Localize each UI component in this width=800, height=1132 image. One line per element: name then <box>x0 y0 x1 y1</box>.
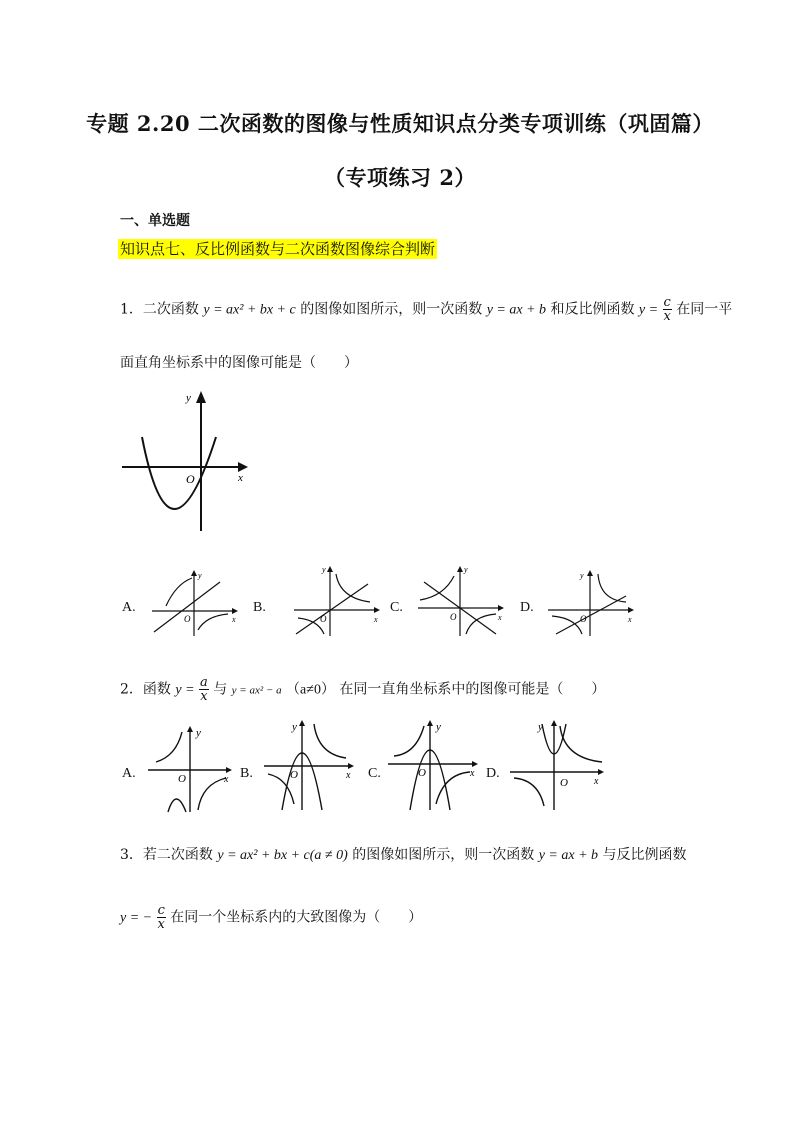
q2-text-c: 在同一直角坐标系中的图像可能是（ ） <box>339 681 606 698</box>
page-title: 专题 2.20 二次函数的图像与性质知识点分类专项训练（巩固篇） <box>86 111 714 136</box>
q1-text-b: 的图像如图所示，则一次函数 <box>300 301 483 318</box>
q1-fraction <box>663 296 672 323</box>
q1-option-c-label[interactable]: C. <box>390 600 403 615</box>
svg-text:O: O <box>290 769 298 781</box>
q1-frac-lhs: y = <box>638 302 659 318</box>
knowledge-point-label: 知识点七、反比例函数与二次函数图像综合判断 <box>120 240 436 258</box>
svg-text:x: x <box>628 615 632 624</box>
svg-text:O: O <box>178 773 186 785</box>
q1-formula-quadratic: y = ax² + bx + c <box>203 302 296 318</box>
q2-frac-den: x <box>200 689 208 704</box>
svg-text:y: y <box>464 565 468 574</box>
q2-option-c-label[interactable]: C. <box>368 766 381 781</box>
q1-option-a-graph[interactable] <box>150 566 242 638</box>
q1-option-b-label[interactable]: B. <box>253 600 266 615</box>
svg-text:O: O <box>184 614 191 624</box>
svg-text:x: x <box>224 774 229 785</box>
q1-text-a: 二次函数 <box>142 301 199 318</box>
svg-text:O: O <box>418 767 426 779</box>
q2-option-a-graph[interactable] <box>146 722 236 814</box>
page-subtitle: （专项练习 2） <box>324 165 476 190</box>
knowledge-point-banner <box>118 238 437 259</box>
svg-text:x: x <box>374 615 378 624</box>
q1-option-d-graph[interactable] <box>546 566 638 638</box>
q1-number: 1． <box>120 301 143 318</box>
q2-option-d-graph[interactable] <box>508 716 608 812</box>
svg-text:O: O <box>320 614 327 624</box>
question-2 <box>120 676 605 703</box>
q1-option-a-label[interactable]: A. <box>122 600 136 615</box>
q1-formula-linear: y = ax + b <box>486 302 547 318</box>
section-heading: 一、单选题 <box>120 213 190 229</box>
y-label: y <box>186 392 191 404</box>
q2-option-c-graph[interactable] <box>386 716 482 812</box>
q3-text-a: 若二次函数 <box>142 847 213 863</box>
q1-text-c: 和反比例函数 <box>550 301 635 318</box>
q1-frac-den: x <box>663 309 671 324</box>
svg-text:x: x <box>594 776 599 787</box>
question-3 <box>120 844 686 864</box>
x-axis-arrow <box>238 462 248 472</box>
svg-text:y: y <box>580 571 584 580</box>
q3-frac-num: c <box>157 903 165 918</box>
q3-frac-den: x <box>157 917 165 932</box>
q2-option-b-label[interactable]: B. <box>240 766 253 781</box>
q3-frac-lhs: y = − <box>120 910 153 926</box>
svg-text:x: x <box>498 613 502 622</box>
q2-frac-lhs: y = <box>175 682 195 698</box>
q1-frac-num: c <box>663 295 671 310</box>
q3-text-b: 的图像如图所示，则一次函数 <box>352 847 535 863</box>
x-label: x <box>238 472 243 484</box>
svg-text:x: x <box>346 770 351 781</box>
svg-text:O: O <box>560 777 568 789</box>
q1-line-2: 面直角坐标系中的图像可能是（ ） <box>120 355 358 371</box>
q2-formula: y = ax² − a <box>231 684 282 697</box>
q2-text-b: 与 <box>213 681 228 698</box>
q2-condition: （a≠0） <box>286 682 335 698</box>
q3-fraction <box>157 904 166 931</box>
svg-text:y: y <box>436 721 441 733</box>
svg-text:y: y <box>322 565 326 574</box>
q3-formula-quadratic: y = ax² + bx + c(a ≠ 0) <box>217 848 348 863</box>
question-1 <box>120 296 732 323</box>
y-axis-arrow <box>196 391 206 403</box>
q3-number: 3． <box>120 847 143 863</box>
origin-label: O <box>186 472 195 486</box>
svg-text:x: x <box>470 768 475 779</box>
q2-option-b-graph[interactable] <box>262 716 358 812</box>
q3-text-d: 在同一个坐标系内的大致图像为（ ） <box>170 909 423 926</box>
q2-fraction <box>199 676 209 703</box>
svg-text:y: y <box>196 727 201 739</box>
q3-formula-linear: y = ax + b <box>538 848 599 863</box>
svg-text:O: O <box>580 614 587 624</box>
q1-option-c-graph[interactable] <box>416 562 508 638</box>
q1-text-d: 在同一平 <box>676 301 733 318</box>
svg-text:y: y <box>198 571 202 580</box>
q3-text-c: 与反比例函数 <box>602 847 687 863</box>
q1-option-d-label[interactable]: D. <box>520 600 534 615</box>
q1-option-b-graph[interactable] <box>292 562 384 638</box>
svg-text:x: x <box>232 615 236 624</box>
q2-frac-num: a <box>200 675 208 690</box>
q2-option-d-label[interactable]: D. <box>486 766 500 781</box>
q2-option-a-label[interactable]: A. <box>122 766 136 781</box>
svg-text:O: O <box>450 612 457 622</box>
q2-text-a: 函数 <box>142 681 171 698</box>
parabola-curve <box>142 437 216 509</box>
q1-parabola-figure <box>118 385 258 535</box>
svg-text:y: y <box>292 721 297 733</box>
q2-number: 2． <box>120 681 143 698</box>
svg-text:y: y <box>538 721 543 733</box>
q3-line-2 <box>120 904 422 931</box>
